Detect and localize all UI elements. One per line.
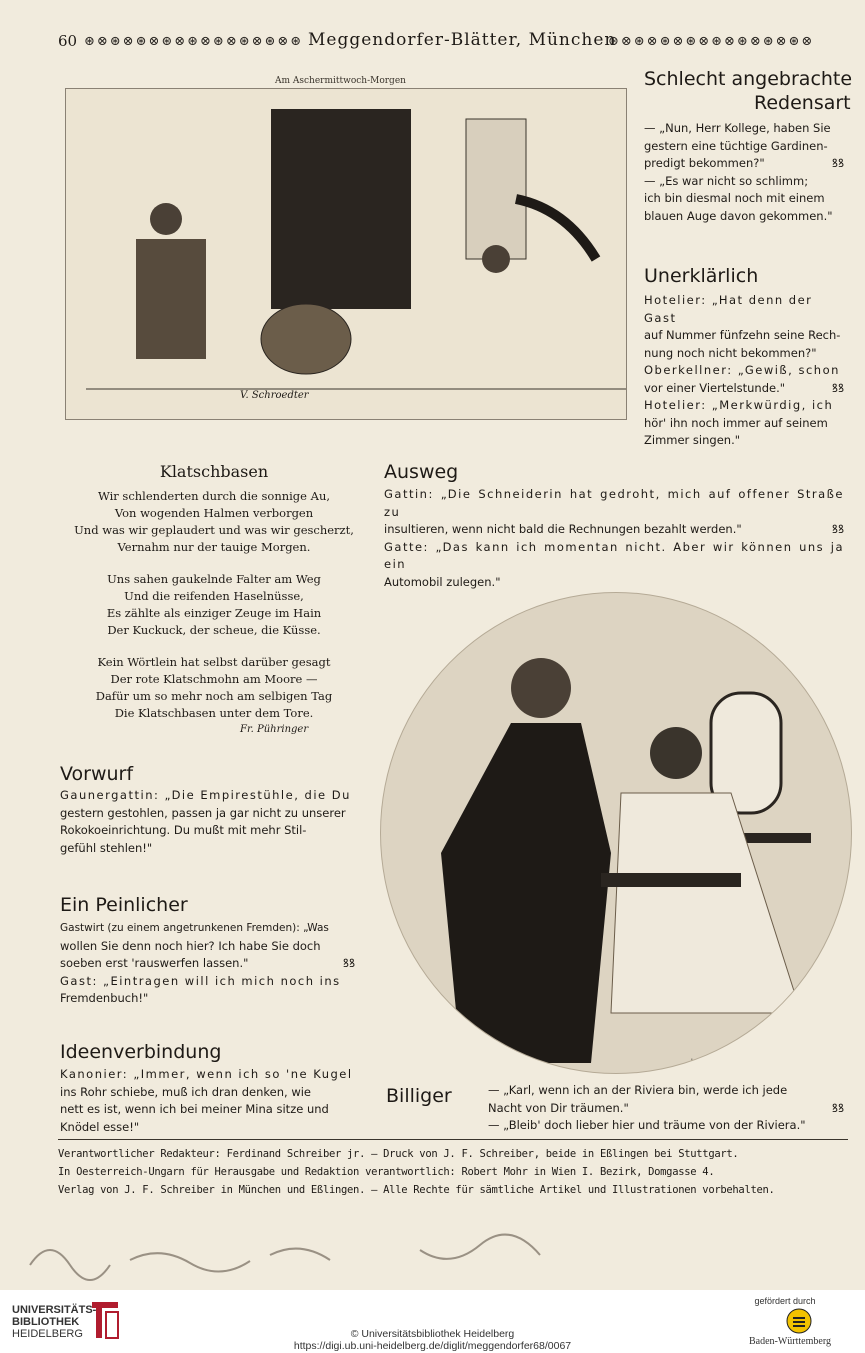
mark-icon: ꝸꝸ (342, 956, 355, 970)
text-unerklaerlich (644, 292, 844, 450)
poem-line: Der rote Klatschmohn am Moore — (110, 672, 318, 686)
text-line: Rokokoeinrichtung. Du mußt mit mehr Stil- (60, 823, 307, 837)
handwriting-scribble (20, 1225, 560, 1285)
text-line: Nacht von Dir träumen." ꝸꝸ (488, 1100, 844, 1118)
poem-line: Von wogenden Halmen verborgen (114, 506, 314, 520)
text-line: Hotelier: „Merkwürdig, ich (644, 398, 834, 412)
text-line: predigt bekommen?" ꝸꝸ (644, 155, 844, 173)
text-ausweg (384, 486, 844, 591)
page-number: 60 (58, 32, 78, 50)
imprint-line: Verlag von J. F. Schreiber in München und Eßlingen. — Alle Rechte für sämtliche Artikel und Illustrationen vorbehalten. (58, 1184, 775, 1196)
poem-stanza-1 (58, 488, 370, 556)
library-line: BIBLIOTHEK (12, 1316, 80, 1328)
text-line: Oberkellner: „Gewiß, schon (644, 363, 840, 377)
text-line: vor einer Viertelstunde." ꝸꝸ (644, 380, 844, 398)
billiger-drawing (381, 593, 851, 1073)
library-line: UNIVERSITÄTS- (12, 1304, 97, 1316)
mark-icon: ꝸꝸ (831, 1100, 844, 1115)
text-line: Gast: „Eintragen will ich mich noch ins (60, 973, 341, 988)
text-line: — „Es war nicht so schlimm; (644, 173, 809, 188)
text-line: insultieren, wenn nicht bald die Rechnungen bezahlt werden." ꝸꝸ (384, 521, 844, 539)
text-line: Gattin: „Die Schneiderin hat gedroht, mich auf offener Straße zu (384, 487, 844, 519)
funder-crest-icon (786, 1308, 812, 1334)
mark-icon: ꝸꝸ (831, 156, 844, 170)
illustration-caption: Am Aschermittwoch-Morgen (275, 76, 406, 86)
text-line: blauen Auge davon gekommen." (644, 208, 833, 223)
text-line: — „Karl, wenn ich an der Riviera bin, werde ich jede (488, 1083, 788, 1097)
text-line: ich bin diesmal noch mit einem (644, 191, 825, 205)
poem-stanza-2 (58, 571, 370, 639)
illustration-billiger (380, 592, 852, 1074)
poem-author: Fr. Pühringer (240, 724, 309, 735)
header-ornament-right: ⊛⊗⊛⊗⊛⊗⊛⊗⊛⊗⊛⊗⊛⊗⊛⊗ (608, 34, 815, 49)
imprint-line: Verantwortlicher Redakteur: Ferdinand Schreiber jr. — Druck von J. F. Schreiber, beide in Eßlingen bei Stuttgart. (58, 1148, 739, 1160)
header-ornament-left: ⊛⊗⊛⊗⊛⊗⊛⊗⊛⊗⊛⊗⊛⊗⊛⊗⊛ (84, 34, 304, 49)
text-line: gestern eine tüchtige Gardinen- (644, 138, 828, 153)
mark-icon: ꝸꝸ (831, 380, 844, 395)
poem-line: Uns sahen gaukelnde Falter am Weg (107, 572, 321, 586)
heading-unerklaerlich: Unerklärlich (644, 265, 759, 287)
poem-stanza-3 (58, 654, 370, 722)
heading-vorwurf: Vorwurf (60, 763, 134, 785)
text-line: soeben erst 'rauswerfen lassen." ꝸꝸ (60, 955, 355, 973)
source-url[interactable]: https://digi.ub.uni-heidelberg.de/diglit/meggendorfer68/0067 (293, 1340, 572, 1352)
poem-line: Und was wir geplaudert und was wir gescherzt, (74, 523, 354, 537)
heading-klatschbasen: Klatschbasen (159, 462, 269, 481)
text-line: ins Rohr schiebe, muß ich dran denken, wie (60, 1084, 312, 1099)
text-line: gefühl stehlen!" (60, 840, 153, 855)
text-vorwurf (60, 787, 355, 857)
poem-line: Kein Wörtlein hat selbst darüber gesagt (97, 655, 331, 669)
text-line: Gastwirt (zu einem angetrunkenen Fremden): „Was (60, 922, 329, 934)
library-name (12, 1304, 96, 1340)
text-line: Hotelier: „Hat denn der Gast (644, 293, 813, 325)
text-line: wollen Sie denn noch hier? Ich habe Sie doch (60, 938, 321, 953)
text-line: Knödel esse!" (60, 1119, 140, 1134)
illustration-ash-wednesday (65, 88, 627, 420)
text-line: Zimmer singen." (644, 433, 741, 447)
copyright: © Universitätsbibliothek Heidelberg (350, 1328, 515, 1340)
text-line: Kanonier: „Immer, wenn ich so 'ne Kugel (60, 1067, 353, 1081)
text-line: Gaunergattin: „Die Empirestühle, die Du (60, 788, 351, 802)
heading-peinlicher: Ein Peinlicher (60, 894, 188, 916)
text-schlecht (644, 120, 844, 225)
library-line: HEIDELBERG (12, 1328, 83, 1340)
heading-ausweg: Ausweg (384, 461, 459, 483)
text-line: nung noch nicht bekommen?" (644, 345, 817, 360)
mark-icon: ꝸꝸ (831, 522, 844, 536)
digitization-footer (0, 1290, 865, 1353)
illustration-signature-billiger: J. MUKAROVSKY (691, 1058, 739, 1065)
poem-line: Wir schlenderten durch die sonnige Au, (97, 489, 331, 503)
text-billiger (488, 1082, 844, 1135)
text-line: Gatte: „Das kann ich momentan nicht. Aber wir können uns ja ein (384, 539, 844, 571)
ash-wednesday-drawing (66, 89, 626, 419)
text-line: gestern gestohlen, passen ja gar nicht zu unserer (60, 805, 346, 820)
heading-billiger: Billiger (386, 1085, 452, 1107)
heading-ideen: Ideenverbindung (60, 1041, 222, 1063)
text-line: — „Nun, Herr Kollege, haben Sie (644, 121, 831, 135)
imprint-line: In Oesterreich-Ungarn für Herausgabe und Redaktion verantwortlich: Robert Mohr in Wien I. Bezirk, Domgasse 4. (58, 1166, 715, 1178)
illustration-signature-top: V. Schroedter (240, 390, 309, 401)
imprint (58, 1145, 848, 1199)
poem-line: Vernahm nur der tauige Morgen. (117, 540, 311, 554)
text-ideen (60, 1066, 355, 1136)
text-line: nett es ist, wenn ich bei meiner Mina sitze und (60, 1102, 329, 1116)
poem-line: Dafür um so mehr noch am selbigen Tag (95, 689, 333, 703)
text-line: hör' ihn noch immer auf seinem (644, 415, 828, 430)
text-line: Fremdenbuch!" (60, 991, 149, 1005)
poem-line: Der Kuckuck, der scheue, die Küsse. (107, 623, 321, 637)
heading-schlecht: Schlecht angebrachte (644, 68, 853, 90)
funded-by: gefördert durch (754, 1296, 816, 1306)
imprint-rule (58, 1139, 848, 1140)
poem-line: Und die reifenden Haselnüsse, (124, 589, 304, 603)
heading-schlecht-2: Redensart (754, 92, 851, 114)
text-peinlicher (60, 920, 355, 1008)
text-line: Automobil zulegen." (384, 574, 501, 589)
magazine-title: Meggendorfer-Blätter, München (308, 30, 617, 50)
funder-name: Baden-Württemberg (748, 1336, 831, 1347)
poem-line: Es zählte als einziger Zeuge im Hain (106, 606, 322, 620)
poem-line: Die Klatschbasen unter dem Tore. (114, 706, 314, 720)
text-line: — „Bleib' doch lieber hier und träume von der Riviera." (488, 1118, 806, 1132)
text-line: auf Nummer fünfzehn seine Rech- (644, 328, 841, 342)
